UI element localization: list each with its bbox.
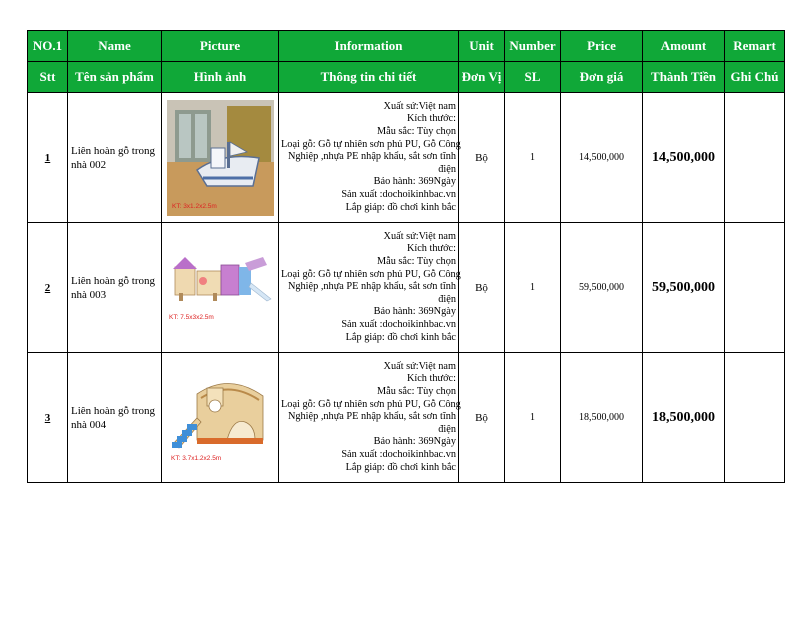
image-caption: KT: 3.7x1.2x2.5m bbox=[170, 454, 221, 462]
info-line: Bảo hành: 369Ngày bbox=[373, 436, 456, 448]
info-line: Xuất sứ:Việt nam bbox=[383, 360, 456, 372]
info-line: Kích thước: bbox=[406, 113, 456, 125]
col-header-unit: Unit bbox=[459, 31, 505, 62]
info-line: Mẫu sắc: Tùy chọn bbox=[376, 386, 456, 398]
table-row bbox=[28, 93, 785, 223]
row-number[interactable]: 2 bbox=[28, 223, 68, 353]
image-caption: KT: 3x1.2x2.5m bbox=[171, 202, 217, 210]
info-line: Mẫu sắc: Tùy chọn bbox=[376, 126, 456, 138]
col-header-amount: Amount bbox=[643, 31, 725, 62]
price-cell: 59,500,000 bbox=[561, 223, 643, 353]
col-header-hinh-anh: Hình ảnh bbox=[162, 62, 279, 93]
row-number[interactable]: 1 bbox=[28, 93, 68, 223]
col-header-ghi-chu: Ghi Chú bbox=[725, 62, 785, 93]
info-line: Kích thước: bbox=[406, 243, 456, 255]
product-name: Liên hoàn gỗ trong nhà 003 bbox=[68, 223, 162, 353]
info-line: Kích thước: bbox=[406, 373, 456, 385]
product-info bbox=[279, 93, 459, 223]
row-number[interactable]: 3 bbox=[28, 353, 68, 483]
col-header-information: Information bbox=[279, 31, 459, 62]
product-info bbox=[279, 223, 459, 353]
info-line: Bảo hành: 369Ngày bbox=[373, 176, 456, 188]
product-image bbox=[162, 93, 279, 223]
image-caption: KT: 7.5x3x2.5m bbox=[168, 313, 214, 321]
unit-cell: Bộ bbox=[459, 93, 505, 223]
product-name: Liên hoàn gỗ trong nhà 002 bbox=[68, 93, 162, 223]
col-header-don-vi: Đơn Vị bbox=[459, 62, 505, 93]
header-row-english bbox=[28, 31, 785, 62]
info-line: Bảo hành: 369Ngày bbox=[373, 306, 456, 318]
info-line: Sản xuất :dochoikinhbac.vn bbox=[341, 318, 456, 330]
info-line: Nghiệp ,nhựa PE nhập khẩu, sắt sơn tĩnh bbox=[287, 411, 456, 423]
unit-cell: Bộ bbox=[459, 353, 505, 483]
col-header-name: Name bbox=[68, 31, 162, 62]
product-info bbox=[279, 353, 459, 483]
quantity-cell: 1 bbox=[505, 93, 561, 223]
col-header-price: Price bbox=[561, 31, 643, 62]
info-line: Xuất sứ:Việt nam bbox=[383, 230, 456, 242]
col-header-picture: Picture bbox=[162, 31, 279, 62]
col-header-sl: SL bbox=[505, 62, 561, 93]
info-line: Nghiệp ,nhựa PE nhập khẩu, sắt sơn tĩnh bbox=[287, 151, 456, 163]
unit-cell: Bộ bbox=[459, 223, 505, 353]
info-line: Xuất sứ:Việt nam bbox=[383, 100, 456, 112]
quantity-cell: 1 bbox=[505, 223, 561, 353]
info-line: điện bbox=[438, 163, 456, 175]
wooden-boat-playset-image bbox=[167, 100, 274, 216]
price-cell: 14,500,000 bbox=[561, 93, 643, 223]
table-row bbox=[28, 223, 785, 353]
col-header-no: NO.1 bbox=[28, 31, 68, 62]
note-cell bbox=[725, 93, 785, 223]
info-line: điện bbox=[438, 423, 456, 435]
info-line: Sản xuất :dochoikinhbac.vn bbox=[341, 188, 456, 200]
product-image bbox=[162, 223, 279, 353]
product-name: Liên hoàn gỗ trong nhà 004 bbox=[68, 353, 162, 483]
info-line: Lắp giáp: đồ chơi kinh bắc bbox=[345, 331, 456, 343]
col-header-remark: Remart bbox=[725, 31, 785, 62]
table-row bbox=[28, 353, 785, 483]
header-row-vietnamese bbox=[28, 62, 785, 93]
quotation-table bbox=[27, 30, 785, 483]
info-line: Nghiệp ,nhựa PE nhập khẩu, sắt sơn tĩnh bbox=[287, 281, 456, 293]
col-header-thanh-tien: Thành Tiền bbox=[643, 62, 725, 93]
col-header-stt: Stt bbox=[28, 62, 68, 93]
info-line: Loại gỗ: Gỗ tự nhiên sơn phủ PU, Gỗ Công bbox=[281, 268, 461, 280]
price-cell: 18,500,000 bbox=[561, 353, 643, 483]
wooden-playhouse-slide-image bbox=[167, 253, 274, 323]
product-image bbox=[162, 353, 279, 483]
col-header-don-gia: Đơn giá bbox=[561, 62, 643, 93]
amount-cell: 18,500,000 bbox=[643, 353, 725, 483]
info-line: Mẫu sắc: Tùy chọn bbox=[376, 256, 456, 268]
info-line: Sản xuất :dochoikinhbac.vn bbox=[341, 448, 456, 460]
note-cell bbox=[725, 353, 785, 483]
info-line: điện bbox=[438, 293, 456, 305]
wooden-house-stairs-image bbox=[167, 370, 274, 466]
quantity-cell: 1 bbox=[505, 353, 561, 483]
note-cell bbox=[725, 223, 785, 353]
info-line: Lắp giáp: đồ chơi kinh bắc bbox=[345, 201, 456, 213]
info-line: Lắp giáp: đồ chơi kinh bắc bbox=[345, 461, 456, 473]
col-header-thong-tin: Thông tin chi tiết bbox=[279, 62, 459, 93]
info-line: Loại gỗ: Gỗ tự nhiên sơn phủ PU, Gỗ Công bbox=[281, 398, 461, 410]
amount-cell: 59,500,000 bbox=[643, 223, 725, 353]
amount-cell: 14,500,000 bbox=[643, 93, 725, 223]
col-header-ten-san-pham: Tên sản phẩm bbox=[68, 62, 162, 93]
col-header-number: Number bbox=[505, 31, 561, 62]
info-line: Loại gỗ: Gỗ tự nhiên sơn phủ PU, Gỗ Công bbox=[281, 138, 461, 150]
